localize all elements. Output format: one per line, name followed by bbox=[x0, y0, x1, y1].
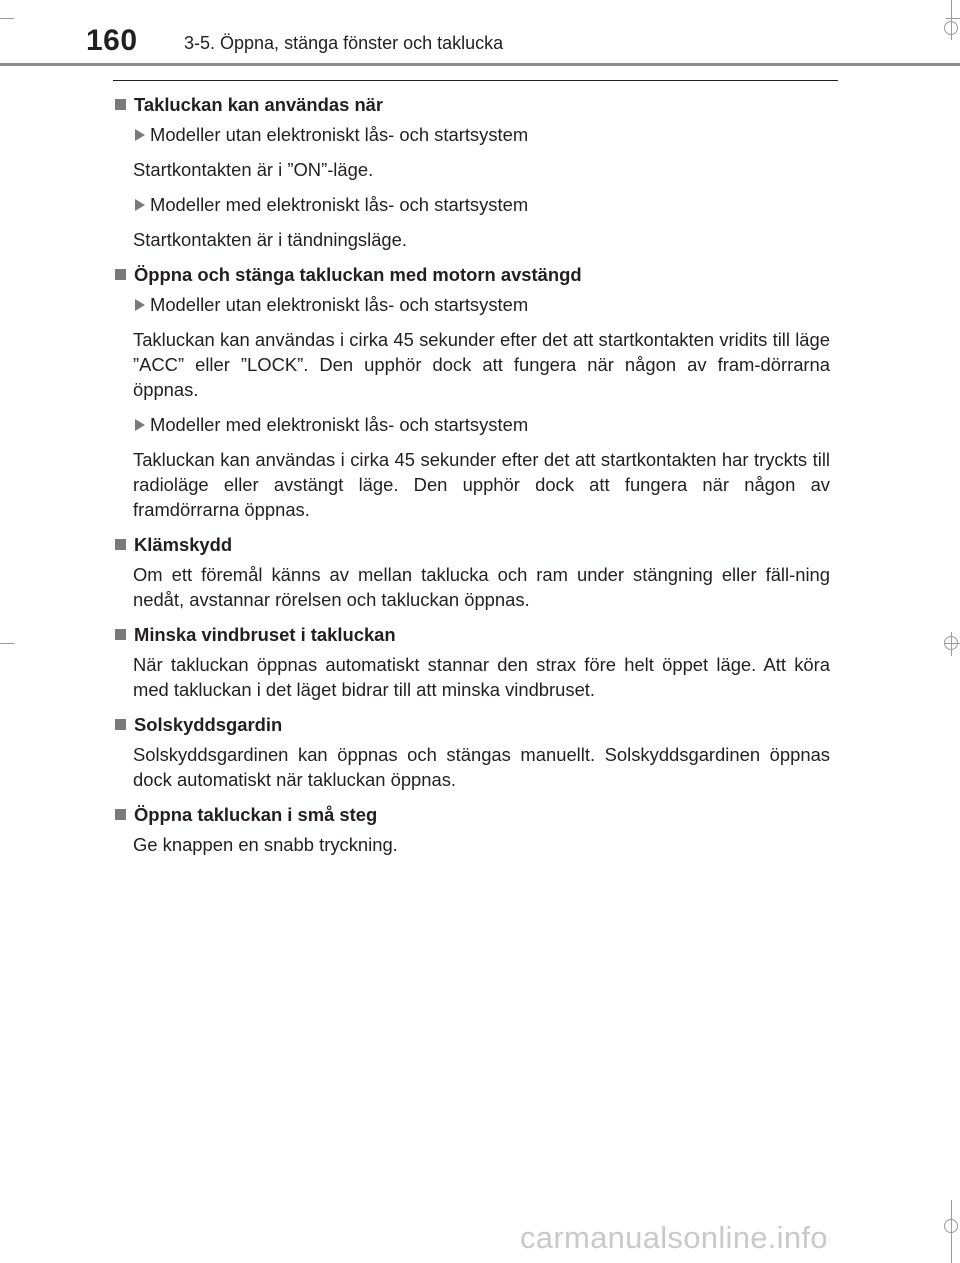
section-heading-text: Öppna takluckan i små steg bbox=[134, 804, 378, 825]
section-heading-text: Klämskydd bbox=[134, 534, 233, 555]
triangle-bullet-icon bbox=[135, 129, 145, 141]
crop-mark bbox=[946, 18, 960, 19]
model-subheading-text: Modeller utan elektroniskt lås- och startsystem bbox=[150, 124, 529, 145]
registration-mark bbox=[944, 1219, 958, 1233]
section-heading bbox=[113, 532, 830, 557]
section-heading-text: Öppna och stänga takluckan med motorn avstängd bbox=[134, 264, 582, 285]
triangle-bullet-icon bbox=[135, 419, 145, 431]
section-heading bbox=[113, 622, 830, 647]
square-bullet-icon bbox=[115, 629, 126, 640]
square-bullet-icon bbox=[115, 99, 126, 110]
watermark: carmanualsonline.info bbox=[520, 1220, 828, 1255]
page-number: 160 bbox=[86, 24, 138, 57]
body-paragraph: Om ett föremål känns av mellan taklucka och ram under stängning eller fäll-ning nedåt, avstannar rörelsen och takluckan öppnas. bbox=[133, 564, 830, 610]
square-bullet-icon bbox=[115, 269, 126, 280]
content-divider bbox=[113, 80, 838, 81]
section-heading bbox=[113, 262, 830, 287]
section-heading-text: Takluckan kan användas när bbox=[134, 94, 384, 115]
registration-mark bbox=[944, 636, 958, 650]
body-paragraph: När takluckan öppnas automatiskt stannar den strax före helt öppet läge. Att köra med takluckan i det läget bidrar till att minska vindbruset. bbox=[133, 654, 830, 700]
model-subheading-text: Modeller med elektroniskt lås- och startsystem bbox=[150, 414, 529, 435]
square-bullet-icon bbox=[115, 719, 126, 730]
body-paragraph: Startkontakten är i tändningsläge. bbox=[133, 229, 407, 250]
body-paragraph: Solskyddsgardinen kan öppnas och stängas manuellt. Solskyddsgardinen öppnas dock automatiskt när takluckan öppnas. bbox=[133, 744, 830, 790]
section-heading-text: Solskyddsgardin bbox=[134, 714, 283, 735]
section-heading bbox=[113, 92, 830, 117]
section-heading bbox=[113, 802, 830, 827]
section-heading bbox=[113, 712, 830, 737]
triangle-bullet-icon bbox=[135, 199, 145, 211]
model-subheading-text: Modeller med elektroniskt lås- och startsystem bbox=[150, 194, 529, 215]
chapter-title: 3-5. Öppna, stänga fönster och taklucka bbox=[184, 33, 504, 53]
model-subheading bbox=[133, 122, 830, 147]
model-subheading bbox=[133, 292, 830, 317]
square-bullet-icon bbox=[115, 809, 126, 820]
model-subheading-text: Modeller utan elektroniskt lås- och startsystem bbox=[150, 294, 529, 315]
registration-mark bbox=[944, 21, 958, 35]
header-divider bbox=[0, 63, 960, 66]
body-paragraph: Takluckan kan användas i cirka 45 sekunder efter det att startkontakten vridits till läge ”ACC” eller ”LOCK”. Den upphör dock att fungera när någon av fram-dörrarna öppnas. bbox=[133, 329, 830, 400]
section-heading-text: Minska vindbruset i takluckan bbox=[134, 624, 396, 645]
body-paragraph: Ge knappen en snabb tryckning. bbox=[133, 834, 398, 855]
crop-mark bbox=[0, 18, 14, 19]
square-bullet-icon bbox=[115, 539, 126, 550]
crop-mark bbox=[0, 643, 14, 644]
page-content bbox=[113, 92, 830, 867]
triangle-bullet-icon bbox=[135, 299, 145, 311]
model-subheading bbox=[133, 412, 830, 437]
body-paragraph: Startkontakten är i ”ON”-läge. bbox=[133, 159, 374, 180]
model-subheading bbox=[133, 192, 830, 217]
body-paragraph: Takluckan kan användas i cirka 45 sekunder efter det att startkontakten har tryckts till radioläge eller avstängt läge. Den upphör dock att fungera när någon av framdörrarna öppnas. bbox=[133, 449, 830, 520]
